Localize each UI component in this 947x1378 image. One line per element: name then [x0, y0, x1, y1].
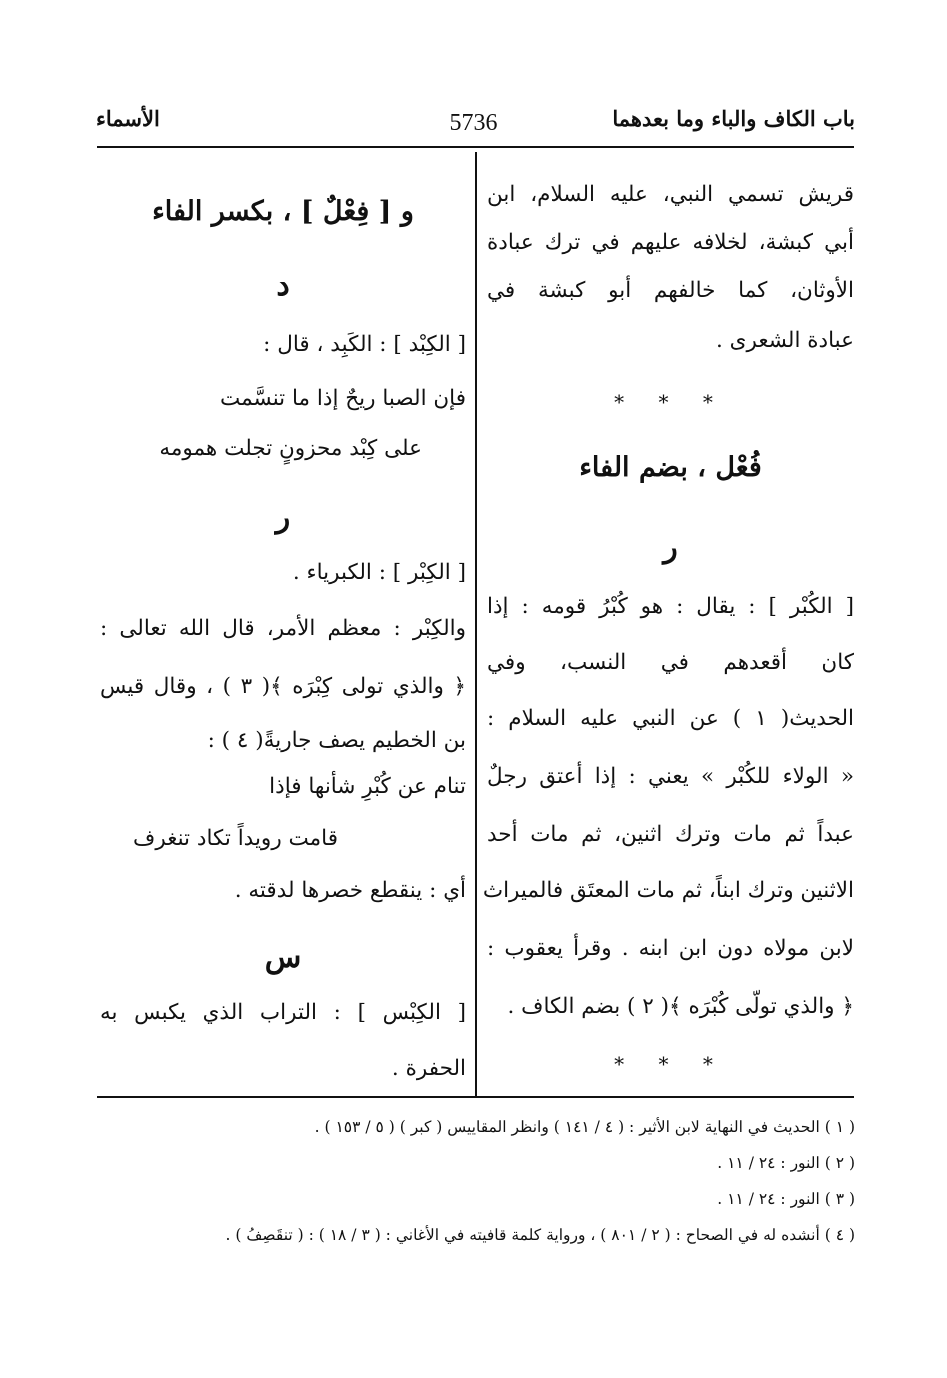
- text-line: [ الكِبْس ] : التراب الذي يكبس به: [100, 1000, 466, 1025]
- left-column: [100, 0, 466, 1100]
- text-line: الحديث( ١ ) عن النبي عليه السلام :: [487, 706, 854, 731]
- text-line: أي : ينقطع خصرها لدقته .: [234, 878, 466, 903]
- text-line: [ الكِبْد ] : الكَبِد ، قال :: [263, 332, 466, 357]
- text-line: الحفرة .: [391, 1056, 466, 1081]
- text-line: كان أقعدهم في النسب، وفي: [487, 650, 854, 675]
- column-separator: [475, 152, 477, 1096]
- letter-heading: س: [264, 940, 302, 975]
- verse-line: قامت رويداً تكاد تنغرف: [133, 826, 338, 851]
- section-heading: الأسماء: [96, 106, 160, 131]
- text-line: [ الكِبْر ] : الكبرياء .: [292, 560, 466, 585]
- footnote: ( ٢ ) النور : ٢٤ / ١١ .: [717, 1154, 855, 1172]
- verse-line: على كِبْد محزونٍ تجلت همومه: [159, 436, 422, 461]
- letter-heading: ر: [663, 530, 678, 565]
- text-line: عبداً ثم مات وترك اثنين، ثم مات أحد: [487, 822, 854, 847]
- text-line: الاثنين وترك ابناً، ثم مات المعتَق فالميراث: [482, 878, 854, 903]
- chapter-title: باب الكاف والباء وما بعدهما: [612, 106, 855, 131]
- footnote: ( ٤ ) أنشده له في الصحاح : ( ٢ / ٨٠١ ) ، ورواية كلمة قافيته في الأغاني : ( ٣ / ١٨ ) : ( تنقَصِفُ ) .: [225, 1226, 855, 1244]
- text-line: أبي كبشة، لخلافه عليهم في ترك عبادة: [487, 230, 854, 255]
- letter-heading: د: [276, 268, 290, 303]
- text-line: الأوثان، كما خالفهم أبو كبشة في: [487, 278, 854, 303]
- text-line: بن الخطيم يصف جاريةً( ٤ ) :: [207, 728, 466, 753]
- text-line: [ الكُبْر ] : يقال : هو كُبْرُ قومه : إذا: [487, 594, 854, 619]
- footnote: ( ١ ) الحديث في النهاية لابن الأثير : ( ٤ / ١٤١ ) وانظر المقاييس ( كبر ) ( ٥ / ١٥٣ ) .: [314, 1118, 855, 1136]
- text-line: ﴿ والذي تولّى كُبْرَه ﴾( ٢ ) بضم الكاف .: [507, 994, 854, 1019]
- section-divider-stars: * * *: [614, 1052, 727, 1076]
- section-title: فُعْل ، بضم الفاء: [579, 452, 762, 483]
- verse-line: تنام عن كُبْرِ شأنها فإذا: [269, 774, 466, 799]
- text-line: قريش تسمي النبي، عليه السلام، ابن: [487, 182, 854, 207]
- letter-heading: ر: [275, 500, 291, 535]
- text-line: ﴿ والذي تولى كِبْرَه ﴾( ٣ ) ، وقال قيس: [100, 674, 467, 699]
- right-column: [482, 0, 854, 1100]
- page-number: 5736: [449, 110, 498, 136]
- section-divider-stars: * * *: [614, 390, 727, 414]
- text-line: « الولاء للكُبْر » يعني : إذا أعتق رجلٌ: [487, 764, 854, 789]
- text-line: لابن مولاه دون ابن ابنه . وقرأ يعقوب :: [487, 936, 854, 961]
- footnote-rule: [97, 1096, 854, 1098]
- section-title: و [ فِعْلٌ ] ، بكسر الفاء: [152, 196, 414, 227]
- text-line: عبادة الشعرى .: [716, 328, 854, 353]
- footnote: ( ٣ ) النور : ٢٤ / ١١ .: [717, 1190, 855, 1208]
- text-line: والكِبْر : معظم الأمر، قال الله تعالى :: [100, 616, 466, 641]
- verse-line: فإن الصبا ريحٌ إذا ما تنسَّمت: [219, 386, 466, 411]
